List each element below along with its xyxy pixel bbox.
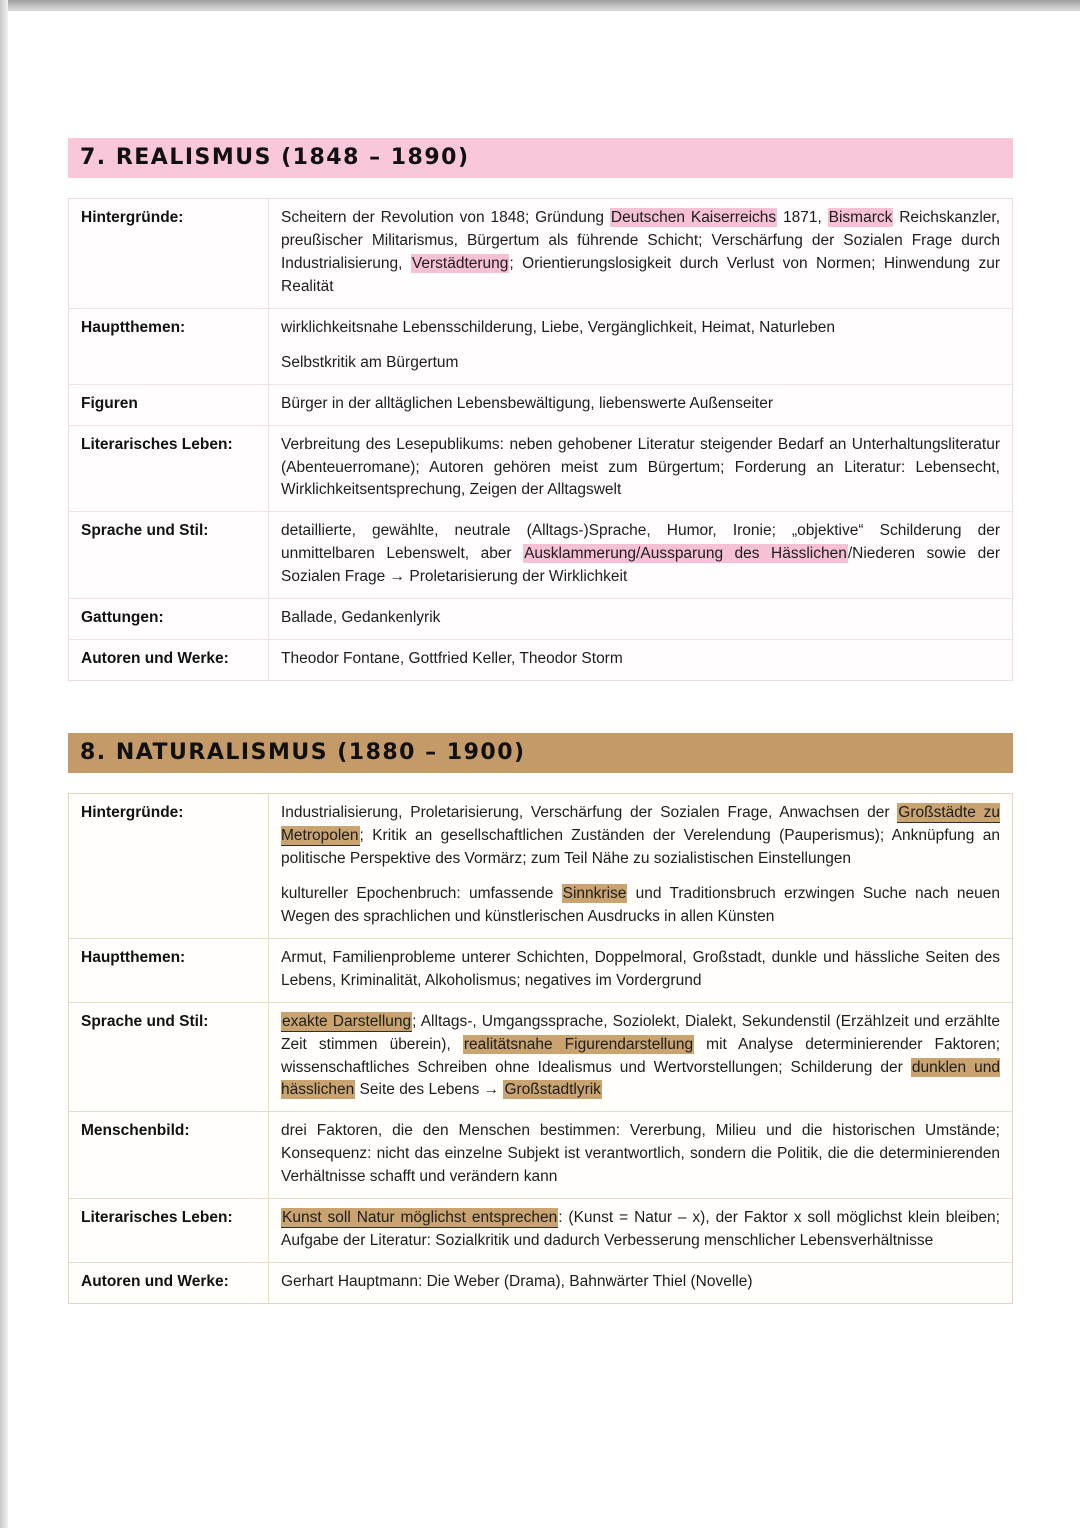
row-label: Hauptthemen:: [69, 939, 269, 1002]
row-label: Sprache und Stil:: [69, 512, 269, 598]
realismus-table: [68, 198, 1013, 681]
row-content: [269, 1003, 1012, 1112]
highlighted-text: Verstädterung: [411, 254, 509, 272]
row-label: Hintergründe:: [69, 794, 269, 938]
section-naturalismus: [68, 733, 1013, 1304]
table-row: [69, 511, 1012, 598]
body-text: : (Kunst = Natur – x), der Faktor x soll möglichst klein bleiben; Aufgabe der Literatur: Sozialkritik und dadurch Verbesserung menschlicher Lebensverhältnisse: [281, 1209, 1000, 1250]
row-label: Hauptthemen:: [69, 309, 269, 384]
naturalismus-table: [68, 793, 1013, 1304]
body-text: detaillierte, gewählte, neutrale (Alltags-)Sprache, Humor, Ironie; „objektive“ Schilderung der unmittelbaren Lebenswelt, aber: [281, 522, 1000, 563]
body-text: Reichskanzler, preußischer Militarismus, Bürgertum als führende Schicht; Verschärfung der Sozialen Frage durch Industrialisierung,: [281, 209, 1000, 272]
body-text: Industrialisierung, Proletarisierung, Verschärfung der Sozialen Frage, Anwachsen der: [281, 804, 898, 822]
body-text: /Niederen sowie der Sozialen Frage → Proletarisierung der Wirklichkeit: [281, 545, 1000, 586]
table-row: [69, 308, 1012, 384]
table-row: [69, 425, 1012, 512]
row-content: [269, 309, 1012, 384]
row-label: Literarisches Leben:: [69, 1199, 269, 1262]
body-text: Theodor Fontane, Gottfried Keller, Theodor Storm: [281, 650, 623, 668]
body-text: kultureller Epochenbruch: umfassende: [281, 884, 562, 902]
row-content: [269, 640, 1012, 680]
table-row: [69, 639, 1012, 680]
body-text: Armut, Familienprobleme unterer Schichten, Doppelmoral, Großstadt, dunkle und hässliche Seiten des Lebens, Kriminalität, Alkoholismus; negatives im Vordergrund: [281, 948, 1000, 989]
body-text: und Traditionsbruch erzwingen Suche nach neuen Wegen des sprachlichen und künstlerischen Ausdrucks in allen Künsten: [281, 884, 1000, 925]
table-row: [69, 1198, 1012, 1262]
table-row: [69, 384, 1012, 425]
row-content: [269, 1112, 1012, 1198]
body-text: Seite des Lebens →: [355, 1081, 504, 1099]
body-text: 1871,: [777, 209, 828, 226]
body-text: drei Faktoren, die den Menschen bestimmen: Vererbung, Milieu und die historischen Umstände; Konsequenz: nicht das einzelne Subjekt ist verantwortlich, sondern die Politik, die die determinierenden Verhältnisse schafft und verändern kann: [281, 1122, 1000, 1186]
body-text: Selbstkritik am Bürgertum: [281, 353, 459, 371]
row-label: Literarisches Leben:: [69, 426, 269, 512]
section-title-realismus: 7. REALISMUS (1848 – 1890): [68, 138, 1013, 178]
highlighted-text: realitätsnahe Figurendarstellung: [463, 1035, 694, 1053]
highlighted-text: Sinnkrise: [562, 884, 627, 902]
body-text: Ballade, Gedankenlyrik: [281, 609, 441, 627]
row-content: [269, 512, 1012, 598]
section-realismus: [68, 138, 1013, 681]
photo-edge-top: [0, 0, 1080, 11]
section-title-naturalismus: 8. NATURALISMUS (1880 – 1900): [68, 733, 1013, 773]
row-label: Autoren und Werke:: [69, 640, 269, 680]
body-text: wirklichkeitsnahe Lebensschilderung, Liebe, Vergänglichkeit, Heimat, Naturleben: [281, 318, 836, 336]
body-text: ; Orientierungslosigkeit durch Verlust von Normen; Hinwendung zur Realität: [281, 254, 1000, 295]
row-label: Autoren und Werke:: [69, 1263, 269, 1303]
row-label: Sprache und Stil:: [69, 1003, 269, 1112]
table-row: [69, 1262, 1012, 1303]
table-row: [69, 598, 1012, 639]
highlighted-text: exakte Darstellung: [282, 1012, 412, 1030]
highlighted-text: Deutschen Kaiserreichs: [610, 209, 777, 226]
row-content: [269, 599, 1012, 639]
table-row: [69, 1111, 1012, 1198]
row-label: Figuren: [69, 385, 269, 425]
row-label: Gattungen:: [69, 599, 269, 639]
body-text: ; Alltags-, Umgangssprache, Soziolekt, Dialekt, Sekundenstil (Erzählzeit und erzählte Zeit stimmen überein),: [281, 1012, 1001, 1053]
row-content: [269, 426, 1012, 512]
body-text: ; Kritik an gesellschaftlichen Zuständen der Verelendung (Pauperismus); Anknüpfung an politische Perspektive des Vormärz; zum Teil Nähe zu sozialistischen Einstellungen: [281, 827, 1000, 867]
body-text: Scheitern der Revolution von 1848; Gründung: [281, 209, 610, 226]
row-content: [269, 385, 1012, 425]
body-text: Bürger in der alltäglichen Lebensbewältigung, liebenswerte Außenseiter: [281, 394, 774, 412]
highlighted-text: Bismarck: [828, 209, 893, 226]
row-content: [269, 1199, 1012, 1262]
highlighted-text: dunklen und hässlichen: [281, 1058, 1000, 1099]
row-content: [269, 794, 1012, 938]
table-row: [69, 199, 1012, 308]
row-label: Menschenbild:: [69, 1112, 269, 1198]
body-text: mit Analyse determinierender Faktoren; wissenschaftliches Schreiben ohne Idealismus und Wertvorstellungen; Schilderung der: [281, 1035, 1001, 1076]
table-row: [69, 1002, 1012, 1112]
photo-edge-left: [0, 0, 8, 1528]
body-text: Gerhart Hauptmann: Die Weber (Drama), Bahnwärter Thiel (Novelle): [281, 1273, 753, 1291]
row-content: [269, 199, 1012, 308]
document-page: [68, 138, 1013, 1304]
highlighted-text: Großstädte zu Metropolen: [281, 804, 1000, 844]
table-row: [69, 794, 1012, 938]
row-content: [269, 1263, 1012, 1303]
row-content: [269, 939, 1012, 1002]
table-row: [69, 938, 1012, 1002]
highlighted-text: Ausklammerung/Aussparung des Hässlichen: [524, 545, 847, 563]
body-text: Verbreitung des Lesepublikums: neben gehobener Literatur steigender Bedarf an Unterhaltungsliteratur (Abenteuerromane); Autoren gehören meist zum Bürgertum; Forderung an Literatur: Lebensecht, Wirklichkeitsentsprechung, Zeigen der Alltagswelt: [281, 435, 1000, 499]
row-label: Hintergründe:: [69, 199, 269, 308]
highlighted-text: Kunst soll Natur möglichst entsprechen: [282, 1209, 558, 1227]
highlighted-text: Großstadtlyrik: [504, 1081, 601, 1099]
